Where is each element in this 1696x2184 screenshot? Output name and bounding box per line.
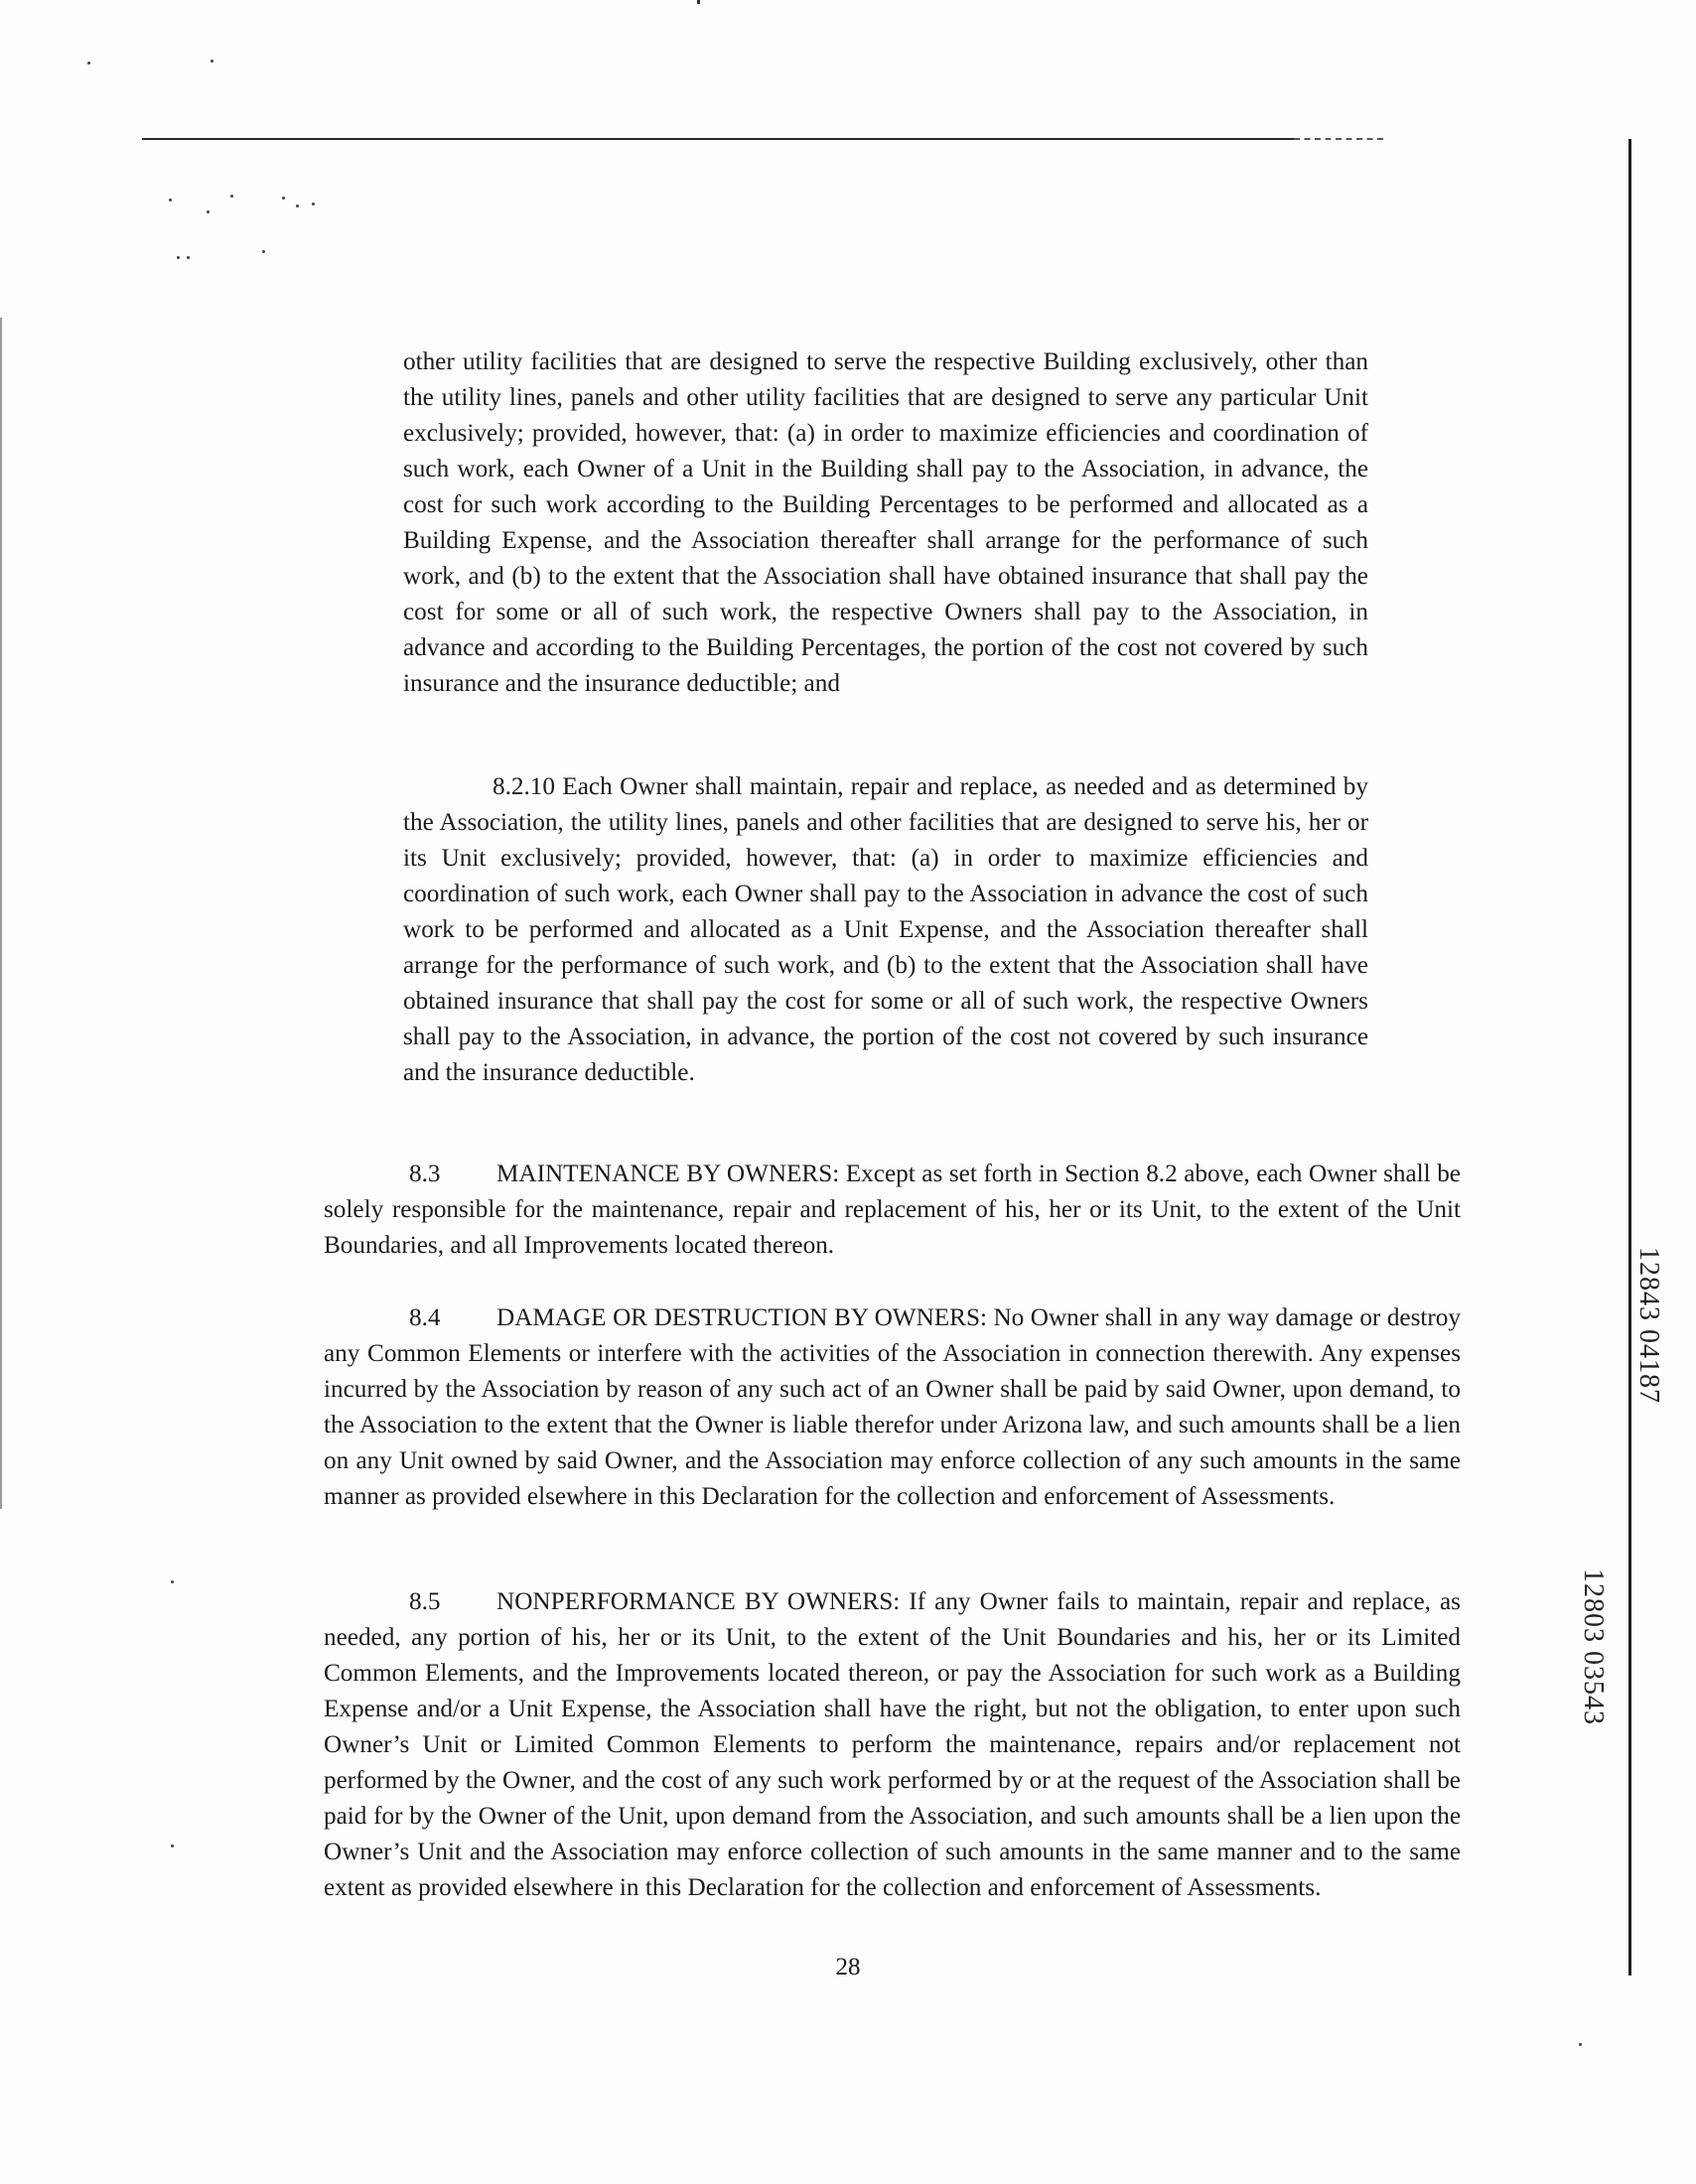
section-8-3 — [324, 1157, 1461, 1264]
header-rule-fade — [1294, 138, 1383, 140]
scan-speck — [262, 250, 265, 253]
scan-edge-left — [0, 318, 2, 1509]
scan-speck — [87, 62, 90, 65]
section-8-4 — [324, 1300, 1461, 1515]
scan-speck — [282, 197, 285, 200]
scan-speck — [171, 1844, 174, 1847]
paragraph-continued: other utility facilities that are designed to serve the respective Building exclusively, other than the utility lines, panels and other utility facilities that are designed to serve any particular Unit exclusively; provided, however, that: (a) in order to maximize efficiencies and coordination of such work, each Owner of a Unit in the Building shall pay to the Association, in advance, the cost for such work according to the Building Percentages to be performed and allocated as a Building Expense, and the Association thereafter shall arrange for the performance of such work, and (b) to the extent that the Association shall have obtained insurance that shall pay the cost for some or all of such work, the respective Owners shall pay to the Association, in advance and according to the Building Percentages, the portion of the cost not covered by such insurance and the insurance deductible; and — [403, 348, 1368, 698]
section-8-5 — [324, 1584, 1461, 1906]
scan-speck — [171, 1580, 174, 1583]
scan-edge-right — [1628, 139, 1631, 1976]
recording-number: 12803 03543 — [1578, 1569, 1609, 1725]
recording-number: 12843 04187 — [1633, 1247, 1664, 1404]
section-number: 8.3 — [409, 1160, 441, 1188]
scan-speck — [207, 210, 210, 213]
section-text: NONPERFORMANCE BY OWNERS: If any Owner fails to maintain, repair and replace, as needed, any portion of his, her or its Unit, to the extent of the Unit Boundaries and his, her or its Limited Common Elements, and the Improvements located thereon, or pay the Association for such work as a Building Expense and/or a Unit Expense, the Association shall have the right, but not the obligation, to enter upon such Owner’s Unit or Limited Common Elements to perform the maintenance, repairs and/or replacement not performed by the Owner, and the cost of any such work performed by or at the request of the Association shall be paid for by the Owner of the Unit, upon demand from the Association, and such amounts shall be a lien upon the Owner’s Unit and the Association may enforce collection of such amounts in the same manner and to the same extent as provided elsewhere in this Declaration for the collection and enforcement of Assessments. — [324, 1588, 1461, 1902]
page-number — [0, 1954, 1696, 1981]
section-number: 8.4 — [409, 1304, 441, 1332]
scan-speck — [312, 203, 315, 205]
scan-speck — [177, 256, 180, 259]
section-number: 8.5 — [409, 1588, 441, 1616]
section-text: DAMAGE OR DESTRUCTION BY OWNERS: No Owner shall in any way damage or destroy any Common Elements or interfere with the activities of the Association in connection therewith. Any expenses incurred by the Association by reason of any such act of an Owner shall be paid by said Owner, upon demand, to the Association to the extent that the Owner is liable therefor under Arizona law, and such amounts shall be a lien on any Unit owned by said Owner, and the Association may enforce collection of any such amounts in the same manner as provided elsewhere in this Declaration for the collection and enforcement of Assessments. — [324, 1304, 1461, 1511]
scan-speck — [230, 195, 233, 198]
header-rule — [142, 138, 1294, 140]
scan-speck — [1579, 2043, 1582, 2046]
scan-speck — [187, 256, 190, 259]
scan-speck — [169, 199, 172, 202]
scan-speck — [211, 60, 213, 63]
scan-speck — [296, 205, 299, 207]
page-number-text: 28 — [835, 1954, 861, 1980]
section-text: MAINTENANCE BY OWNERS: Except as set forth in Section 8.2 above, each Owner shall be solely responsible for the maintenance, repair and replacement of his, her or its Unit, to the extent of the Unit Boundaries, and all Improvements located thereon. — [324, 1160, 1461, 1260]
section-8-2-10: 8.2.10 Each Owner shall maintain, repair and replace, as needed and as determined by the Association, the utility lines, panels and other facilities that are designed to serve his, her or its Unit exclusively; provided, however, that: (a) in order to maximize efficiencies and coordination of such work, each Owner shall pay to the Association in advance the cost of such work to be performed and allocated as a Unit Expense, and the Association thereafter shall arrange for the performance of such work, and (b) to the extent that the Association shall have obtained insurance that shall pay the cost for some or all of such work, the respective Owners shall pay to the Association, in advance, the portion of the cost not covered by such insurance and the insurance deductible. — [403, 773, 1368, 1087]
scan-mark — [697, 0, 700, 4]
